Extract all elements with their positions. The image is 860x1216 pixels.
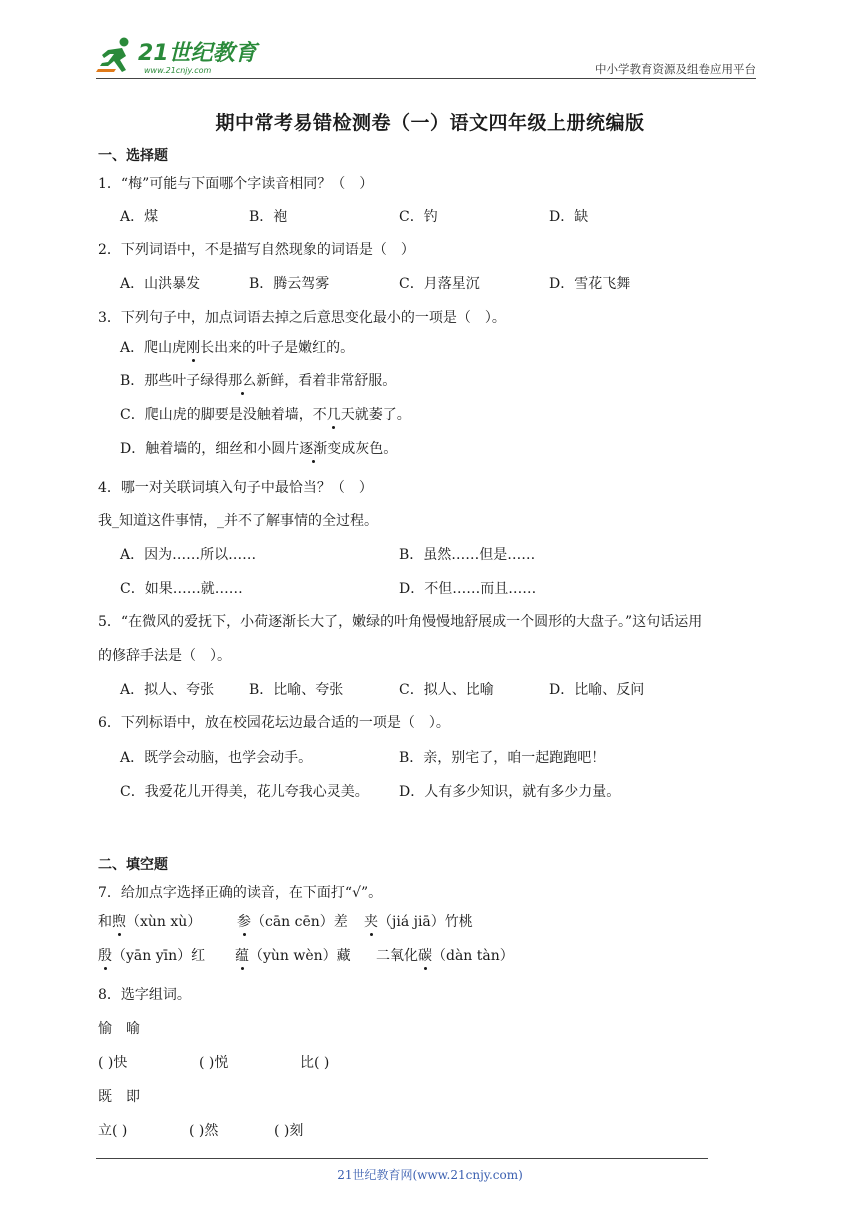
question-8-blank: ( )刻 [274, 1123, 304, 1139]
option-text: 就萎了。 [354, 407, 411, 423]
question-6-stem: 6．下列标语中，放在校园花坛边最合适的一项是（ ）。 [98, 715, 450, 731]
option-text: 长出来的叶子是嫩红的。 [200, 340, 355, 356]
item-text: （jiá jiā）竹桃 [378, 914, 473, 930]
question-7-item [98, 913, 201, 931]
question-6-option-d: D．人有多少知识，就有多少力量。 [399, 784, 621, 800]
question-4-sentence: 我_知道这件事情，_并不了解事情的全过程。 [98, 513, 378, 529]
question-6-option-a: A．既学会动脑，也学会动手。 [120, 750, 313, 766]
question-1-option-c: C．钓 [399, 209, 438, 225]
option-text: D．触着墙的，细丝和小圆片 [120, 441, 300, 457]
option-text: 新鲜，看着非常舒服。 [256, 373, 397, 389]
question-8-blank: 立( ) [98, 1123, 128, 1139]
question-7-item [376, 947, 514, 965]
question-1-option-a: A．煤 [120, 209, 159, 225]
section-heading-fill: 二、填空题 [98, 857, 168, 873]
question-3-stem: 3．下列句子中，加点词语去掉之后意思变化最小的一项是（ ）。 [98, 310, 506, 326]
dotted-char: 煦 [112, 914, 126, 930]
item-text: 和 [98, 914, 112, 930]
question-7-item [237, 913, 348, 931]
question-8-char-pair-1: 愉 喻 [98, 1021, 140, 1037]
page-title: 期中常考易错检测卷（一）语文四年级上册统编版 [215, 112, 645, 134]
dotted-char: 夹 [364, 914, 378, 930]
question-4-option-a: A．因为……所以…… [120, 547, 257, 563]
dotted-word: 那么 [228, 373, 257, 389]
question-5-option-d: D．比喻、反问 [549, 682, 645, 698]
question-4-option-d: D．不但……而且…… [399, 581, 537, 597]
question-5-stem-line2: 的修辞手法是（ ）。 [98, 648, 231, 664]
question-6-option-c: C．我爱花儿开得美，花儿夸我心灵美。 [120, 784, 369, 800]
question-3-option-b [120, 372, 396, 390]
question-3-option-a [120, 339, 354, 357]
question-2-option-a: A．山洪暴发 [120, 276, 201, 292]
question-2-option-d: D．雪花飞舞 [549, 276, 631, 292]
page-footer: 21世纪教育网(www.21cnjy.com) [337, 1168, 523, 1182]
logo-text: 21世纪教育 [138, 41, 257, 66]
question-1-option-d: D．缺 [549, 209, 589, 225]
dotted-word: 不几天 [312, 407, 355, 423]
question-4-stem: 4．哪一对关联词填入句子中最恰当？（ ） [98, 480, 373, 496]
item-text: （yùn wèn）藏 [249, 948, 351, 964]
question-4-option-c: C．如果……就…… [120, 581, 243, 597]
question-8-blank: 比( ) [300, 1055, 330, 1071]
question-8-stem: 8．选字组词。 [98, 987, 191, 1003]
question-5-stem-line1: 5．“在微风的爱抚下，小荷逐渐长大了，嫩绿的叶角慢慢地舒展成一个圆形的大盘子。”这句话运用 [98, 614, 703, 630]
question-8-char-pair-2: 既 即 [98, 1089, 140, 1105]
question-8-blank: ( )然 [189, 1123, 219, 1139]
question-2-option-b: B．腾云驾雾 [249, 276, 330, 292]
item-text: （cān cēn）差 [251, 914, 348, 930]
option-text: B．那些叶子绿得 [120, 373, 229, 389]
section-heading-choice: 一、选择题 [98, 148, 168, 164]
question-7-stem: 7．给加点字选择正确的读音，在下面打“√”。 [98, 885, 383, 901]
dotted-word: 逐渐 [299, 441, 328, 457]
dotted-word: 刚 [186, 340, 201, 356]
site-logo [96, 36, 261, 78]
question-7-item [364, 913, 473, 931]
item-text: 二氧化 [376, 948, 418, 964]
item-text: （yān yīn）红 [112, 948, 206, 964]
question-8-blank: ( )快 [98, 1055, 128, 1071]
question-6-option-b: B．亲，别宅了，咱一起跑跑吧！ [399, 750, 606, 766]
item-text: （dàn tàn） [432, 948, 514, 964]
question-1-stem: 1．“梅”可能与下面哪个字读音相同？（ ） [98, 176, 374, 192]
question-1-option-b: B．袍 [249, 209, 288, 225]
item-text: （xùn xù） [126, 914, 202, 930]
runner-icon [96, 36, 138, 76]
question-3-option-c [120, 406, 411, 424]
footer-divider [96, 1158, 708, 1159]
option-text: C．爬山虎的脚要是没触着墙， [120, 407, 313, 423]
question-7-item [98, 947, 205, 965]
question-3-option-d [120, 440, 397, 458]
dotted-char: 碳 [418, 948, 432, 964]
dotted-char: 蕴 [235, 948, 249, 964]
question-5-option-b: B．比喻、夸张 [249, 682, 344, 698]
question-2-option-c: C．月落星沉 [399, 276, 480, 292]
site-name: 中小学教育资源及组卷应用平台 [595, 62, 756, 76]
dotted-char: 殷 [98, 948, 112, 964]
question-4-option-b: B．虽然……但是…… [399, 547, 536, 563]
page-header [96, 28, 756, 80]
question-7-item [235, 947, 351, 965]
question-8-blank: ( )悦 [199, 1055, 229, 1071]
header-divider [96, 78, 756, 79]
question-5-option-c: C．拟人、比喻 [399, 682, 494, 698]
question-5-option-a: A．拟人、夸张 [120, 682, 215, 698]
option-text: 变成灰色。 [327, 441, 398, 457]
logo-url: www.21cnjy.com [144, 66, 212, 75]
dotted-char: 参 [237, 914, 251, 930]
question-2-stem: 2．下列词语中，不是描写自然现象的词语是（ ） [98, 242, 415, 258]
option-text: A．爬山虎 [120, 340, 187, 356]
